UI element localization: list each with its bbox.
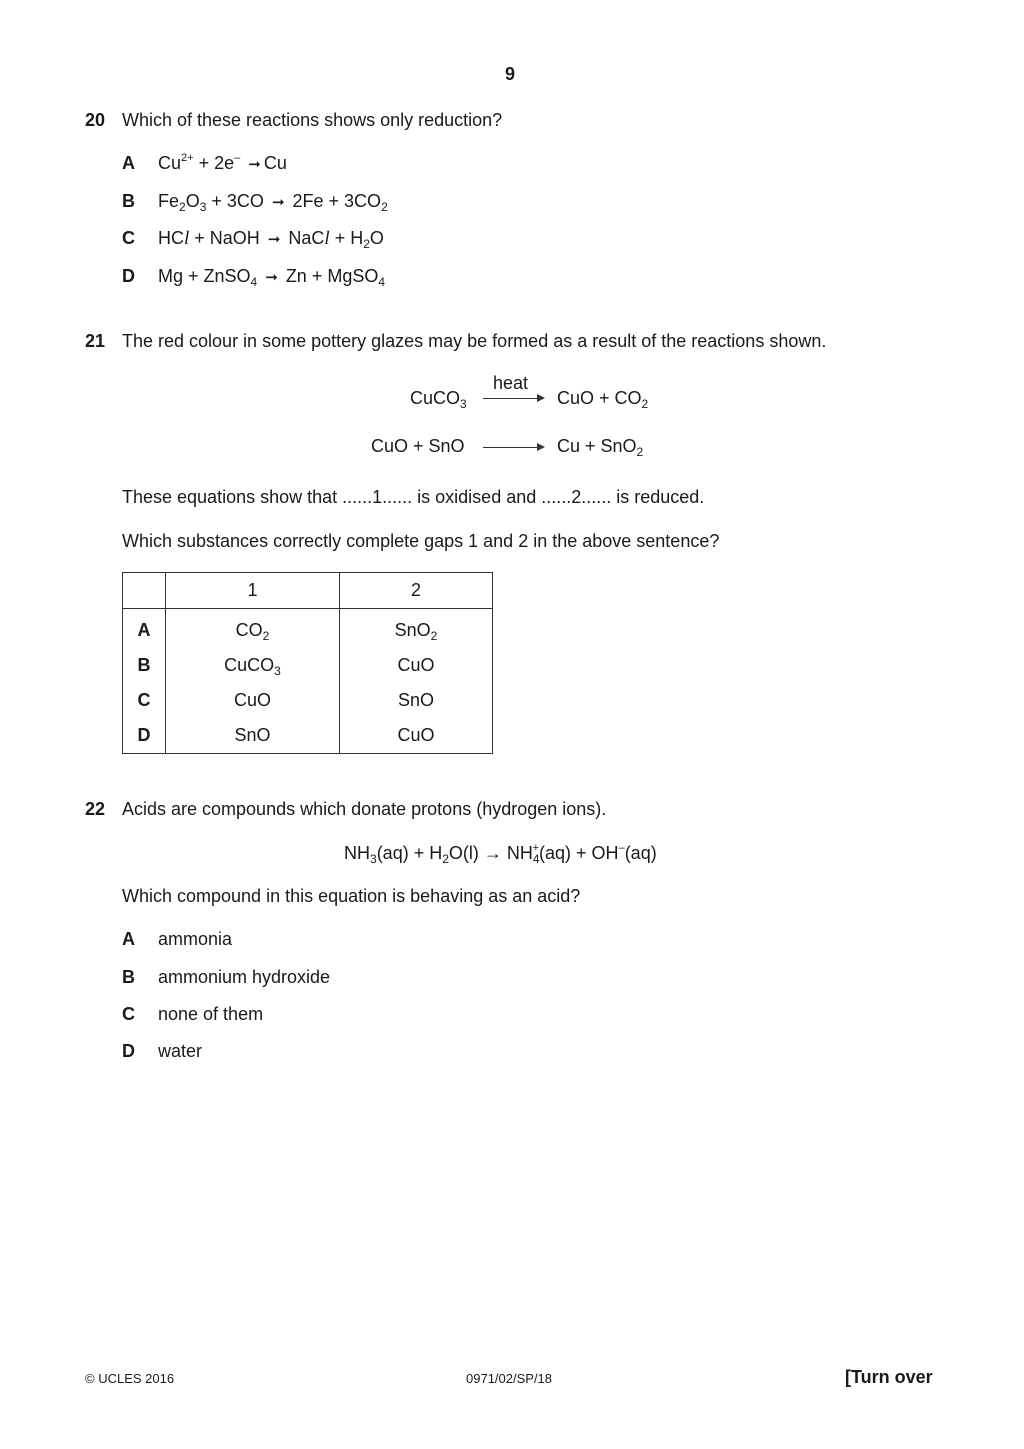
q20-option-a-equation: $Cu^{2+} + 2e^-$ ➞ Cu <box>158 152 287 173</box>
page-number: 9 <box>505 64 516 84</box>
eq2-reactants: CuO + SnO <box>371 436 465 456</box>
footer-turn-over: [Turn over <box>845 1367 933 1387</box>
table-cell: CuO <box>166 683 340 718</box>
question-21-text: The red colour in some pottery glazes may be formed as a result of the reactions shown. <box>122 331 827 351</box>
question-number-20: 20 <box>85 110 106 130</box>
q22-option-c-text: none of them <box>158 1004 264 1024</box>
eq2-products: Cu + SnO$_2$ <box>557 436 644 459</box>
q20-option-c-equation: HCl + NaOH ➞ NaCl + $H_2O$ <box>158 228 384 251</box>
table-cell: $CO_2$ <box>166 609 340 649</box>
question-22-prompt: Which compound in this equation is behaving as an acid? <box>122 886 581 906</box>
table-header-cell: 1 <box>166 573 340 609</box>
q20-option-b-letter: B <box>122 191 135 211</box>
question-22-text: Acids are compounds which donate protons (hydrogen ions). <box>122 799 607 819</box>
eq1-arrowhead-icon <box>537 394 545 402</box>
q22-option-a-text: ammonia <box>158 929 233 949</box>
table-row-letter: B <box>123 648 166 683</box>
eq1-reactant: CuCO$_3$ <box>410 388 467 411</box>
question-21-statement: These equations show that ......1...... is oxidised and ......2...... is reduced. <box>122 487 705 507</box>
table-header-row <box>123 573 493 609</box>
q20-option-a-letter: A <box>122 153 135 173</box>
table-row <box>123 609 493 649</box>
q22-option-d-letter: D <box>122 1041 135 1061</box>
question-number-22: 22 <box>85 799 106 819</box>
q20-option-c-letter: C <box>122 228 135 248</box>
q20-option-b-equation: $Fe_2O_3 + 3CO$ ➞ $2Fe + 3CO_2$ <box>158 191 388 214</box>
reaction-arrow-icon: ➞ <box>267 231 281 248</box>
table-row-letter: C <box>123 683 166 718</box>
table-cell: CuCO$_3$ <box>166 648 340 683</box>
q22-option-b-text: ammonium hydroxide <box>158 967 331 987</box>
q22-option-c-letter: C <box>122 1004 135 1024</box>
table-cell: SnO$_2$ <box>340 609 493 649</box>
table-header-cell: 2 <box>340 573 493 609</box>
eq2-arrow-line <box>483 447 539 448</box>
table-row <box>123 648 493 683</box>
reaction-arrow-icon: ➞ <box>265 269 278 286</box>
question-20-text: Which of these reactions shows only reduction? <box>122 110 503 130</box>
table-row-letter: D <box>123 718 166 754</box>
q22-equation: $NH_3(aq) + H_2O(l) \to NH_4^+(aq) + OH^-(aq)$ <box>344 842 657 866</box>
table-row <box>123 683 493 718</box>
reaction-arrow-icon: ➞ <box>248 156 261 173</box>
eq1-condition: heat <box>493 373 529 393</box>
table-row-letter: A <box>123 609 166 649</box>
q20-option-d-equation: Mg + ZnSO$_4$ ➞ Zn + MgSO$_4$ <box>158 266 386 289</box>
table-cell: CuO <box>340 718 493 754</box>
table-row <box>123 718 493 754</box>
q20-option-d-letter: D <box>122 266 135 286</box>
table-header-cell <box>123 573 166 609</box>
eq1-product: CuO + $CO_2$ <box>557 388 649 411</box>
table-cell: SnO <box>340 683 493 718</box>
footer-paper-code: 0971/02/SP/18 <box>466 1371 553 1386</box>
question-21-prompt: Which substances correctly complete gaps 1 and 2 in the above sentence? <box>122 531 720 551</box>
question-number-21: 21 <box>85 331 106 351</box>
q22-option-d-text: water <box>158 1041 203 1061</box>
eq1-arrow-line <box>483 398 539 399</box>
table-cell: CuO <box>340 648 493 683</box>
footer-copyright: © UCLES 2016 <box>85 1371 175 1386</box>
reaction-arrow-icon: ➞ <box>271 194 285 211</box>
table-cell: SnO <box>166 718 340 754</box>
eq2-arrowhead-icon <box>537 443 545 451</box>
answer-table <box>122 572 493 754</box>
q22-option-b-letter: B <box>122 967 135 987</box>
q22-option-a-letter: A <box>122 929 135 949</box>
